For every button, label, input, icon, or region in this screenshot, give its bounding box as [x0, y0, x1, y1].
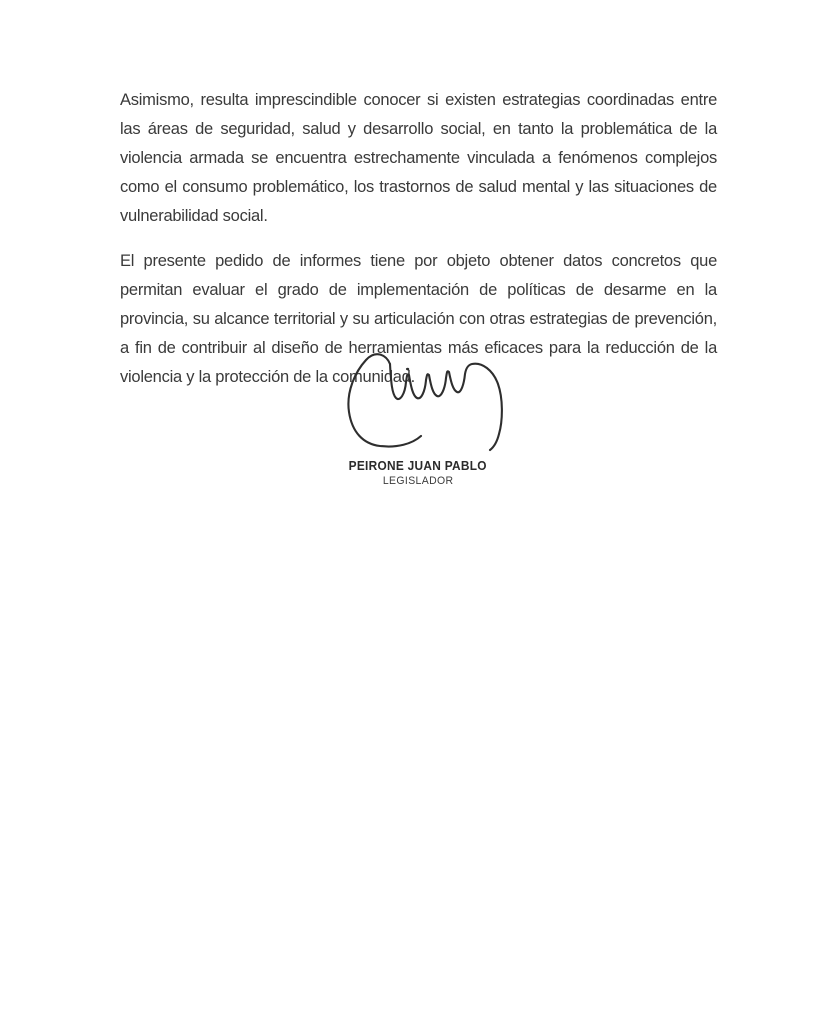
- signature-block: [0, 352, 836, 487]
- paragraph-purpose: El presente pedido de informes tiene por objeto obtener datos concretos que permitan evaluar el grado de implementación de políticas de desarme en la provincia, su alcance territorial y su articulación con otras estrategias de prevención, a fin de contribuir al diseño de herramientas más eficaces para la reducción de la violencia y la protección de la comunidad.: [120, 252, 717, 386]
- signer-title: LEGISLADOR: [382, 475, 454, 487]
- paragraph-strategies: Asimismo, resulta imprescindible conocer si existen estrategias coordinadas entre las áreas de seguridad, salud y desarrollo social, en tanto la problemática de la violencia armada se encuentra estrechamente vinculada a fenómenos complejos como el consumo problemático, los trastornos de salud mental y las situaciones de vulnerabilidad social.: [120, 91, 717, 225]
- handwritten-signature-icon: [335, 352, 515, 457]
- signer-name: PEIRONE JUAN PABLO: [348, 459, 488, 473]
